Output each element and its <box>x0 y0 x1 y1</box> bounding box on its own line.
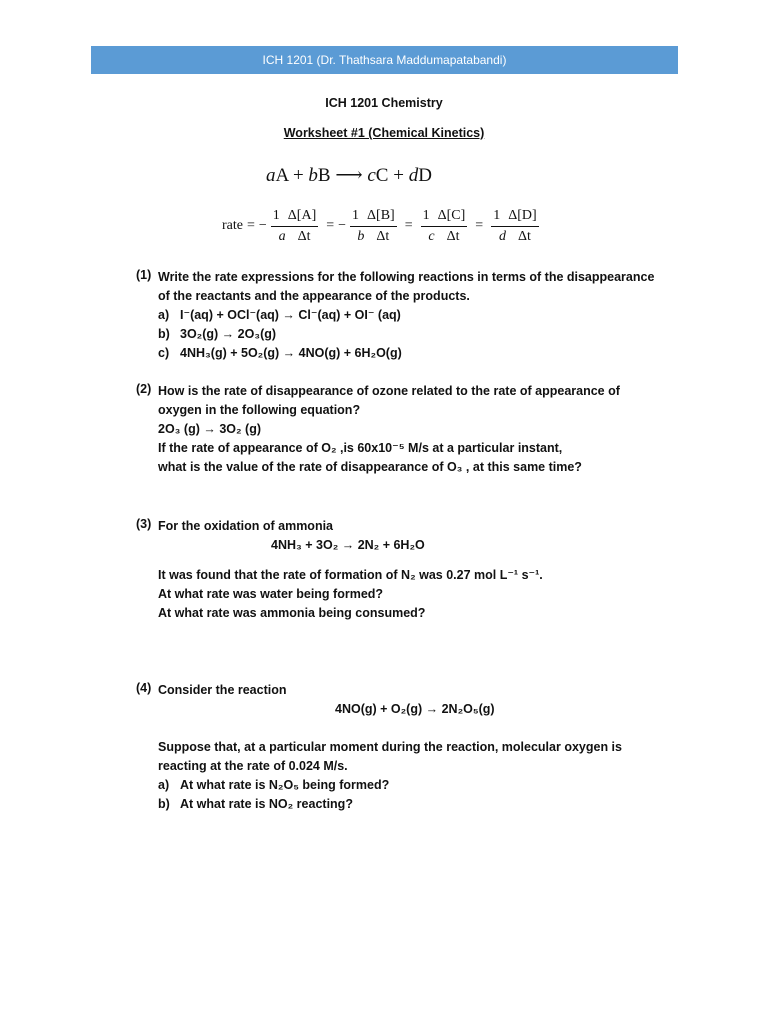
delta-conc: Δ[A] <box>287 207 317 223</box>
page-header-bar <box>91 46 678 74</box>
item-label: c) <box>158 346 170 360</box>
delta-t: Δt <box>297 228 311 244</box>
question-number: (2) <box>136 382 152 396</box>
question-text: of the reactants and the appearance of the products. <box>158 289 470 303</box>
delta-conc: Δ[C] <box>437 207 466 223</box>
equals-sign: = <box>246 218 255 233</box>
document-title: ICH 1201 Chemistry <box>325 96 443 110</box>
item-label: b) <box>158 327 170 341</box>
coef-a: a <box>266 165 276 186</box>
reaction-arrow: ⟶ <box>335 165 363 186</box>
item-label: a) <box>158 308 170 322</box>
fraction-B <box>350 208 397 245</box>
question-text: How is the rate of disappearance of ozone related to the rate of appearance of <box>158 384 620 398</box>
numerator-one: 1 <box>422 207 430 223</box>
species-D: D <box>418 165 432 186</box>
question-number: (1) <box>136 268 152 282</box>
sub-item-a <box>158 776 389 794</box>
plus-sign: + <box>292 165 304 186</box>
question-text: At what rate was ammonia being consumed? <box>158 606 426 620</box>
reaction-equation: 4NH₃ + 3O₂ → 2N₂ + 6H₂O <box>271 538 425 552</box>
rate-label: rate <box>222 218 243 233</box>
fraction-D <box>491 208 538 245</box>
numerator-one: 1 <box>272 207 280 223</box>
item-text: 3O₂(g) → 2O₃(g) <box>180 327 277 341</box>
item-text: 4NH₃(g) + 5O₂(g) → 4NO(g) + 6H₂O(g) <box>180 346 402 360</box>
question-text: oxygen in the following equation? <box>158 403 361 417</box>
delta-conc: Δ[D] <box>508 207 537 223</box>
equals-sign: = <box>475 218 484 233</box>
item-text: I⁻(aq) + OCl⁻(aq) → Cl⁻(aq) + OI⁻ (aq) <box>180 308 401 322</box>
numerator-one: 1 <box>493 207 501 223</box>
equals-sign: = <box>404 218 413 233</box>
equals-sign: = <box>326 218 335 233</box>
sub-item-b <box>158 325 276 343</box>
species-C: C <box>375 165 389 186</box>
coef-d: d <box>408 165 419 186</box>
delta-t: Δt <box>376 228 390 244</box>
coef-c: c <box>367 165 376 186</box>
delta-t: Δt <box>517 228 531 244</box>
plus-sign: + <box>393 165 404 186</box>
coef-b: b <box>308 165 318 186</box>
question-text: At what rate was water being formed? <box>158 587 384 601</box>
worksheet-title: Worksheet #1 (Chemical Kinetics) <box>283 126 485 140</box>
item-label: b) <box>158 797 170 811</box>
reaction-equation: 4NO(g) + O₂(g) → 2N₂O₅(g) <box>335 702 495 716</box>
header-text: ICH 1201 (Dr. Thathsara Maddumapatabandi) <box>262 53 507 67</box>
general-reaction-equation <box>266 164 432 187</box>
question-number: (4) <box>136 681 152 695</box>
rate-equation <box>222 201 543 251</box>
question-text: For the oxidation of ammonia <box>158 519 334 533</box>
item-text: At what rate is NO₂ reacting? <box>180 797 353 811</box>
species-A: A <box>275 165 289 186</box>
species-B: B <box>317 165 331 186</box>
denominator-coef: d <box>498 228 506 244</box>
question-number: (3) <box>136 517 152 531</box>
question-text: Suppose that, at a particular moment during the reaction, molecular oxygen is <box>158 740 622 754</box>
sub-item-c <box>158 344 402 362</box>
item-label: a) <box>158 778 170 792</box>
denominator-coef: a <box>278 228 286 244</box>
delta-conc: Δ[B] <box>367 207 395 223</box>
question-text: It was found that the rate of formation of N₂ was 0.27 mol L⁻¹ s⁻¹. <box>158 568 543 582</box>
sub-item-a <box>158 306 401 324</box>
numerator-one: 1 <box>352 207 360 223</box>
denominator-coef: b <box>357 228 365 244</box>
fraction-A <box>271 208 318 245</box>
question-text: Consider the reaction <box>158 683 287 697</box>
minus-sign: − <box>338 218 347 233</box>
question-text: If the rate of appearance of O₂ ,is 60x10⁻⁵ M/s at a particular instant, <box>158 441 563 455</box>
sub-item-b <box>158 795 353 813</box>
fraction-C <box>421 208 468 245</box>
question-text: what is the value of the rate of disappearance of O₃ , at this same time? <box>158 460 582 474</box>
denominator-coef: c <box>428 228 435 244</box>
delta-t: Δt <box>446 228 460 244</box>
question-text: reacting at the rate of 0.024 M/s. <box>158 759 348 773</box>
minus-sign: − <box>258 218 267 233</box>
question-text: Write the rate expressions for the following reactions in terms of the disappearance <box>158 270 655 284</box>
reaction-equation: 2O₃ (g) → 3O₂ (g) <box>158 422 261 436</box>
item-text: At what rate is N₂O₅ being formed? <box>180 778 390 792</box>
